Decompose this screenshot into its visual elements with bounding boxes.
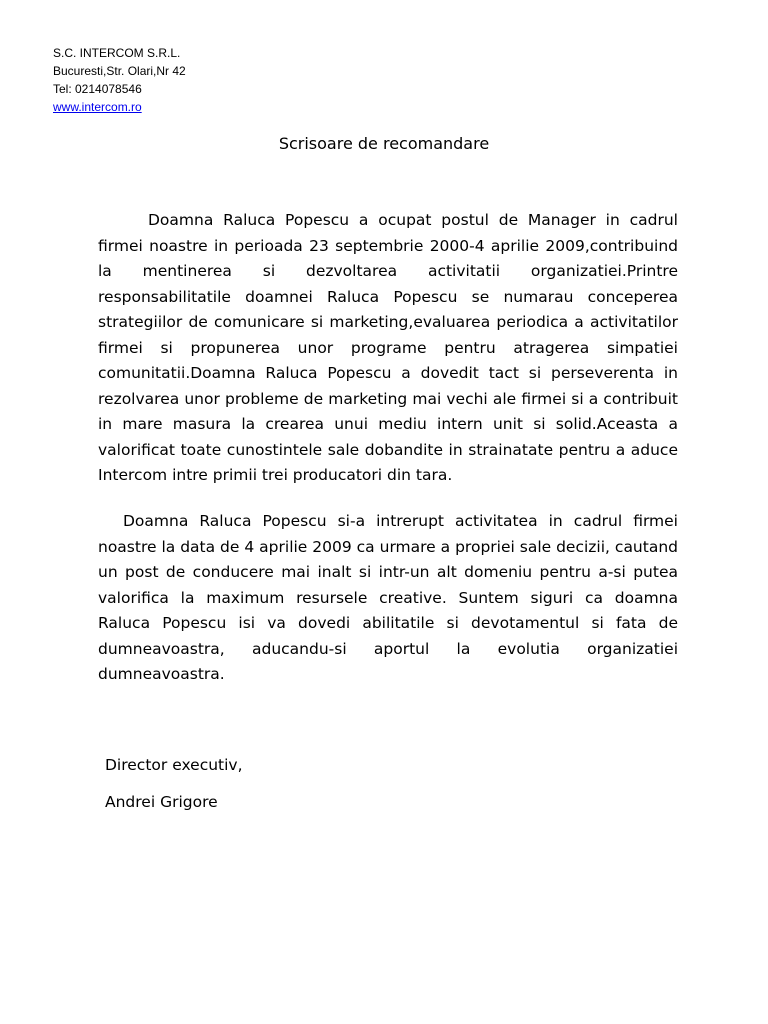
letter-paragraph-2: Doamna Raluca Popescu si-a intrerupt activitatea in cadrul firmei noastre la data de 4 aprilie 2009 ca urmare a propriei sale decizii, cautand un post de conducere mai inalt si intr-un alt domeniu pentru a-si putea valorifica la maximum resursele creative. Suntem siguri ca doamna Raluca Popescu isi va dovedi abilitatile si devotamentul si fata de dumneavoastra, aducandu-si aportul la evolutia organizatiei dumneavoastra. <box>98 512 678 683</box>
company-website-link[interactable]: www.intercom.ro <box>53 100 142 114</box>
signature-role: Director executiv, <box>105 756 243 774</box>
company-address: Bucuresti,Str. Olari,Nr 42 <box>53 64 186 78</box>
signature-block <box>105 755 243 812</box>
signature-name: Andrei Grigore <box>105 793 218 811</box>
company-header <box>53 44 186 116</box>
company-name: S.C. INTERCOM S.R.L. <box>53 46 181 60</box>
company-phone: Tel: 0214078546 <box>53 82 142 96</box>
letter-title: Scrisoare de recomandare <box>278 134 490 153</box>
letter-paragraph-1: Doamna Raluca Popescu a ocupat postul de Manager in cadrul firmei noastre in perioada 23 septembrie 2000-4 aprilie 2009,contribuind la mentinerea si dezvoltarea activitatii organizatiei.Printre responsabilitatile doamnei Raluca Popescu se numarau conceperea strategiilor de comunicare si marketing,evaluarea periodica a activitatilor firmei si propunerea unor programe pentru atragerea simpatiei comunitatii.Doamna Raluca Popescu a dovedit tact si perseverenta in rezolvarea unor probleme de marketing mai vechi ale firmei si a contribuit in mare masura la crearea unui mediu intern unit si solid.Aceasta a valorificat toate cunostintele sale dobandite in strainatate pentru a aduce Intercom intre primii trei producatori din tara. <box>98 211 678 484</box>
